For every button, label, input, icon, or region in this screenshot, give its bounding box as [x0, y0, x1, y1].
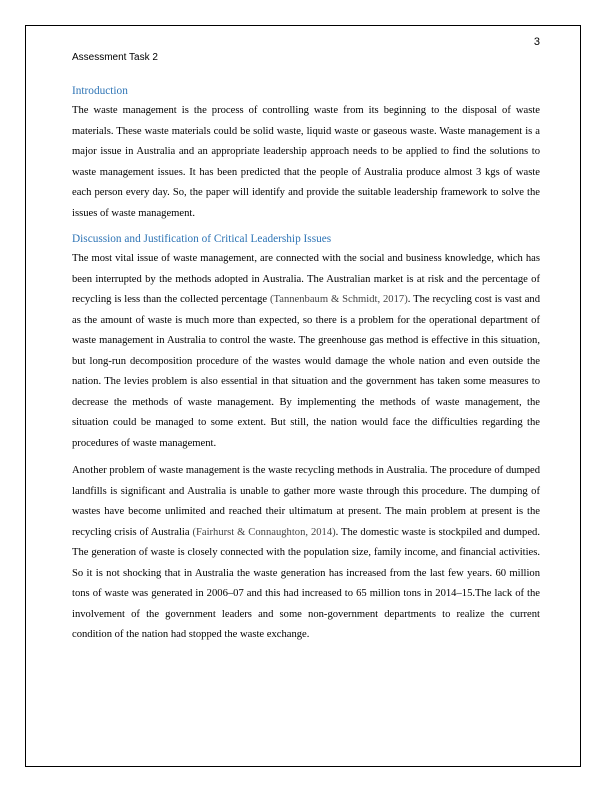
citation-tannenbaum: (Tannenbaum & Schmidt, 2017) — [270, 294, 408, 305]
spacer — [72, 454, 540, 461]
section-heading-introduction: Introduction — [72, 85, 128, 97]
spacer — [72, 224, 540, 231]
section-heading-discussion: Discussion and Justification of Critical Leadership Issues — [72, 233, 332, 245]
paragraph-text: The most vital issue of waste management, are connected with the social and business knowledge, which has been interrupted by the methods adopted in Australia. The Australian market is at risk and the percentage of recycling is less than the collected percentage — [72, 253, 540, 305]
page-number: 3 — [533, 36, 540, 48]
document-body — [72, 83, 540, 646]
paragraph-discussion-1 — [72, 249, 540, 454]
citation-fairhurst: (Fairhurst & Connaughton, 2014) — [192, 526, 336, 538]
running-header: Assessment Task 2 — [72, 52, 158, 63]
paragraph-text: Another problem of waste management is the waste recycling methods in Australia. The procedure of dumped landfills is significant and Australia is unable to gather more waste through this procedure. The dumping of wastes have become unlimited and reached their ultimatum at present. The main problem at present is the recycling crisis of Australia — [72, 465, 540, 538]
paragraph-text: . The domestic waste is stockpiled and dumped. The generation of waste is closely connected with the population size, family income, and financial activities. So it is not shocking that in Australia the waste generation has increased from the last few years. 60 million tons of waste was generated in 2006–07 and this had increased to 65 million tons in 2014–15.The lack of the involvement of the government leaders and some non-government departments to realize the current condition of the nation had stopped the waste exchange. — [72, 526, 540, 640]
paragraph-text: . The recycling cost is vast and as the amount of waste is much more than expected, so there is a problem for the operational department of waste management in Australia to control the waste. The greenhouse gas method is effective in this situation, but long-run decomposition procedure of the wastes would damage the whole nation and even outside the nation. The levies problem is also essential in that situation and the government has taken some measures to decrease the methods of waste management. By implementing the methods of waste management, the situation could be managed to some extent. But still, the nation would face the difficulties regarding the procedures of waste management. — [72, 294, 540, 449]
paragraph-discussion-2 — [72, 461, 540, 646]
paragraph-introduction: The waste management is the process of controlling waste from its beginning to the disposal of waste materials. These waste materials could be solid waste, liquid waste or gaseous waste. Waste management is a major issue in Australia and an appropriate leadership approach needs to be applied to find the solutions to waste management issues. It has been predicted that the people of Australia produce almost 3 kgs of waste each person every day. So, the paper will identify and provide the suitable leadership framework to solve the issues of waste management. — [72, 105, 540, 219]
